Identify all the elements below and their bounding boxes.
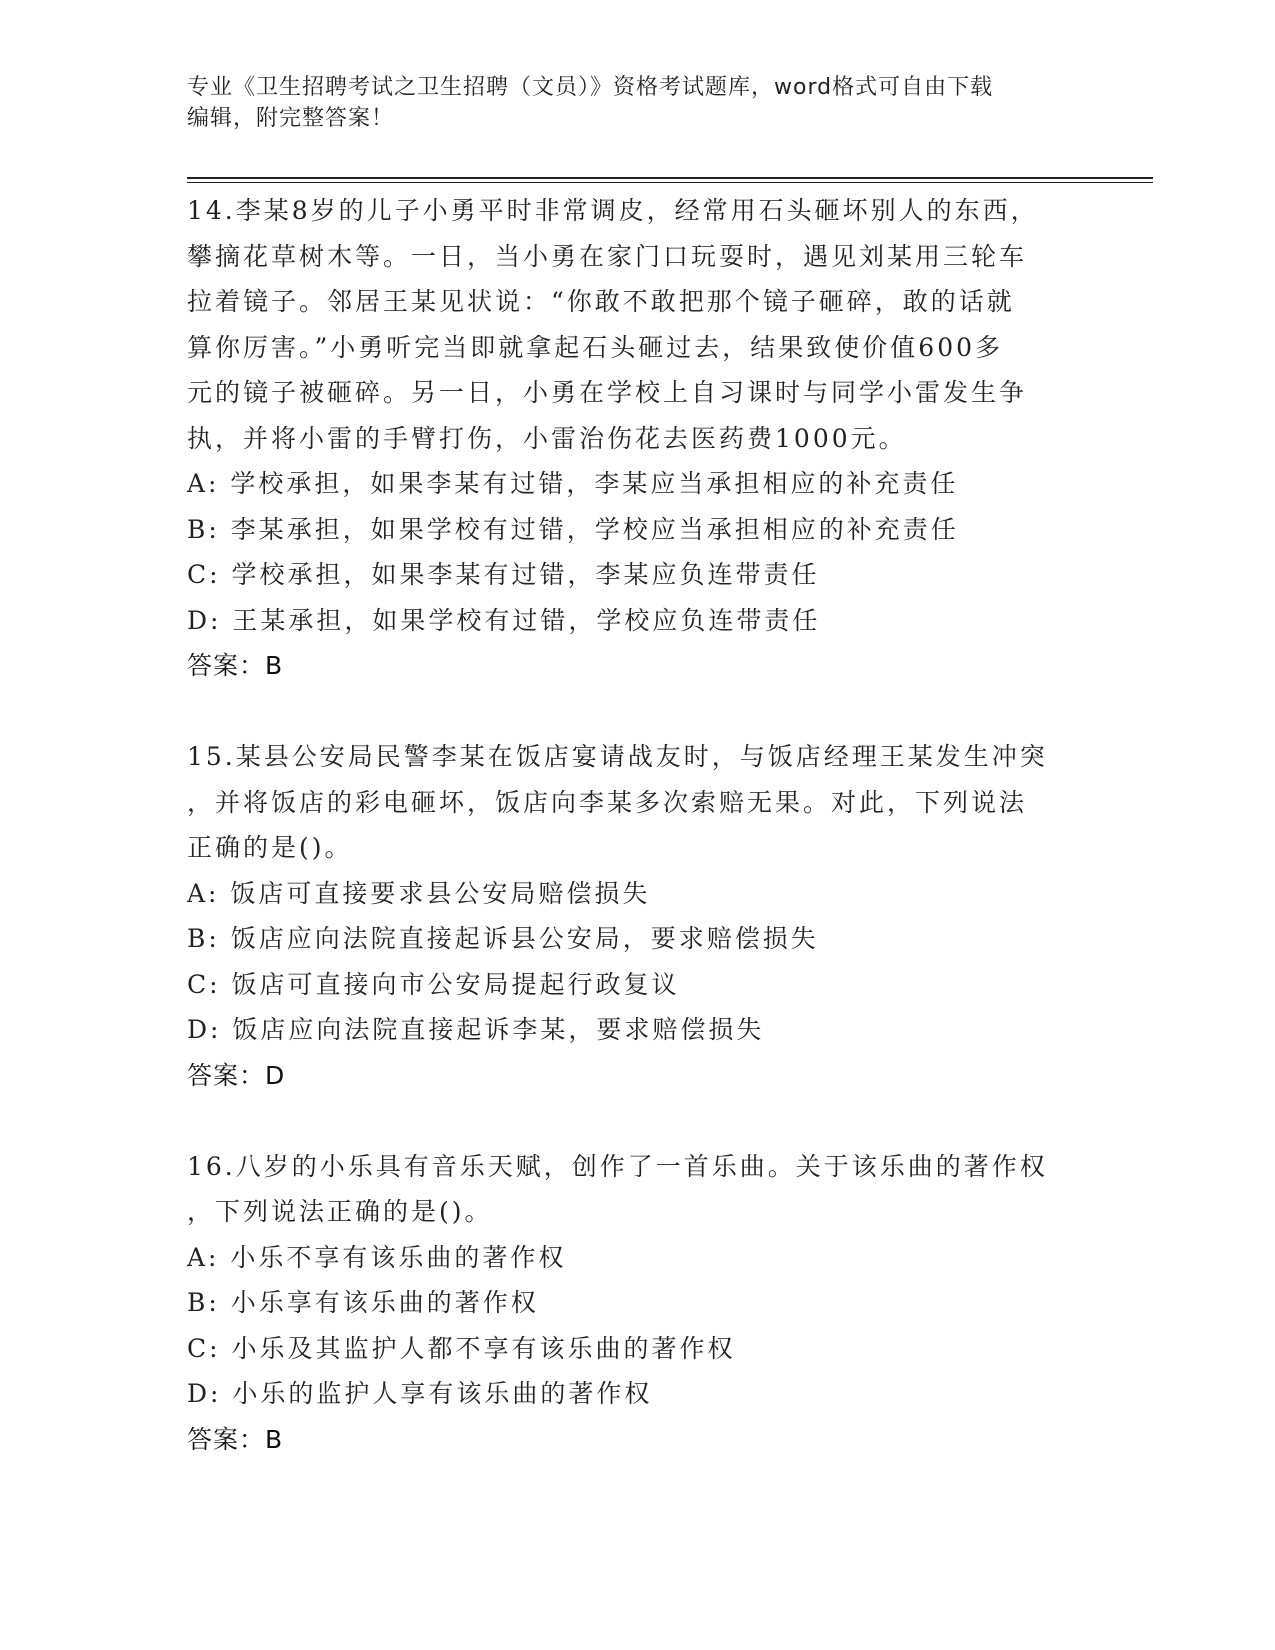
question-14 — [187, 188, 1087, 689]
option-c: C: 饭店可直接向市公安局提起行政复议 — [187, 969, 680, 999]
question-text-line: ，并将饭店的彩电砸坏，饭店向李某多次索赔无果。对此，下列说法 — [187, 787, 1028, 817]
option-c: C: 学校承担，如果李某有过错，李某应负连带责任 — [187, 560, 820, 589]
question-text-line: 拉着镜子。邻居王某见状说：“你敢不敢把那个镜子砸碎，敢的话就 — [187, 287, 1015, 316]
answer: 答案：B — [187, 1424, 284, 1454]
question-list — [187, 188, 1087, 1462]
question-text-line: 执，并将小雷的手臂打伤，小雷治伤花去医药费1000元。 — [187, 423, 907, 453]
header-divider-thin — [187, 182, 1153, 183]
question-16 — [187, 1144, 1087, 1463]
question-spacer — [187, 1098, 1087, 1144]
question-text-line: 14.李某8岁的儿子小勇平时非常调皮，经常用石头砸坏别人的东西， — [187, 196, 1039, 225]
question-15 — [187, 734, 1087, 1098]
header-line: 专业《卫生招聘考试之卫生招聘（文员）》资格考试题库，word格式可自由下载 — [187, 75, 994, 100]
question-text-line: 正确的是()。 — [187, 833, 353, 862]
option-b: B: 饭店应向法院直接起诉县公安局，要求赔偿损失 — [187, 924, 819, 953]
option-a: A: 学校承担，如果李某有过错，李某应当承担相应的补充责任 — [187, 469, 959, 498]
option-d: D: 饭店应向法院直接起诉李某，要求赔偿损失 — [187, 1015, 765, 1044]
option-d: D: 小乐的监护人享有该乐曲的著作权 — [187, 1379, 653, 1408]
question-text-line: 算你厉害。”小勇听完当即就拿起石头砸过去，结果致使价值600多 — [187, 332, 1004, 362]
option-a: A: 饭店可直接要求县公安局赔偿损失 — [187, 878, 651, 908]
header-line: 编辑，附完整答案！ — [187, 106, 395, 131]
question-text-line: 攀摘花草树木等。一日，当小勇在家门口玩耍时，遇见刘某用三轮车 — [187, 241, 1028, 271]
question-text-line: 15.某县公安局民警李某在饭店宴请战友时，与饭店经理王某发生冲突 — [187, 742, 1048, 771]
answer: 答案：D — [187, 1060, 286, 1090]
option-a: A: 小乐不享有该乐曲的著作权 — [187, 1242, 567, 1272]
question-text-line: ，下列说法正确的是()。 — [187, 1197, 493, 1226]
question-text-line: 16.八岁的小乐具有音乐天赋，创作了一首乐曲。关于该乐曲的著作权 — [187, 1151, 1048, 1181]
answer: 答案：B — [187, 651, 284, 680]
option-b: B: 李某承担，如果学校有过错，学校应当承担相应的补充责任 — [187, 514, 959, 544]
document-header — [187, 72, 1067, 134]
option-b: B: 小乐享有该乐曲的著作权 — [187, 1288, 539, 1317]
question-spacer — [187, 689, 1087, 735]
option-d: D: 王某承担，如果学校有过错，学校应负连带责任 — [187, 605, 821, 635]
option-c: C: 小乐及其监护人都不享有该乐曲的著作权 — [187, 1333, 736, 1363]
question-text-line: 元的镜子被砸碎。另一日，小勇在学校上自习课时与同学小雷发生争 — [187, 378, 1028, 407]
header-divider — [187, 177, 1153, 179]
